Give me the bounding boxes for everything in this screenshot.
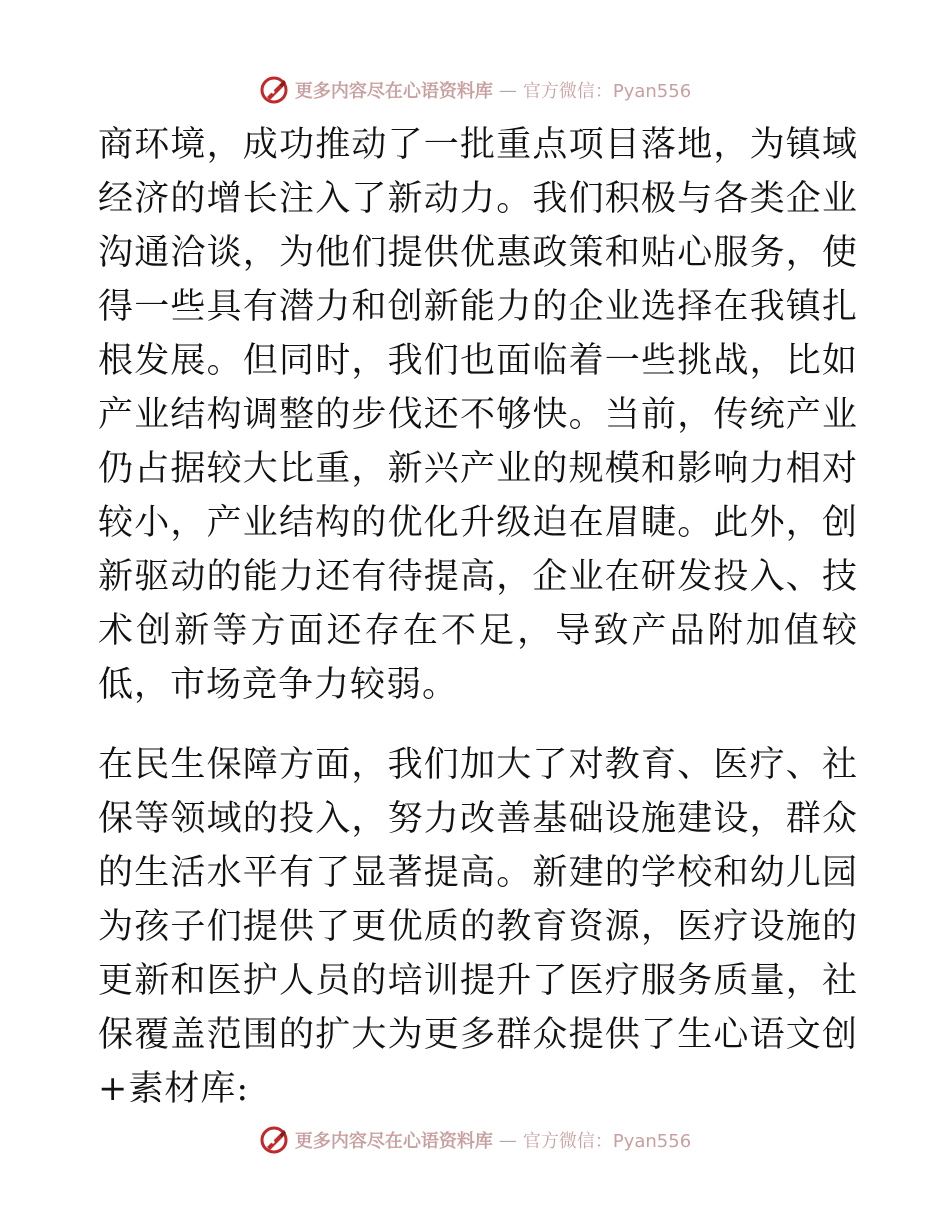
footer-banner-separator: —	[498, 1129, 517, 1151]
header-banner-separator: —	[498, 79, 517, 101]
header-banner-wechat: 官方微信：Pyan556	[522, 81, 692, 102]
document-body	[98, 118, 858, 1116]
footer-banner-wechat: 官方微信：Pyan556	[522, 1131, 692, 1152]
footer-banner	[0, 1120, 950, 1160]
header-banner	[0, 70, 950, 110]
body-paragraph-2: 在民生保障方面，我们加大了对教育、医疗、社保等领域的投入，努力改善基础设施建设，群众的生活水平有了显著提高。新建的学校和幼儿园为孩子们提供了更优质的教育资源，医疗设施的更新和医护人员的培训提升了医疗服务质量，社保覆盖范围的扩大为更多群众提供了生心语文创+素材库:	[98, 745, 858, 1109]
pen-nib-logo-icon	[259, 75, 289, 105]
pen-nib-logo-icon	[259, 1125, 289, 1155]
footer-banner-title: 更多内容尽在心语资料库	[294, 1131, 493, 1152]
header-banner-title: 更多内容尽在心语资料库	[294, 81, 493, 102]
body-paragraph-1: 商环境，成功推动了一批重点项目落地，为镇域经济的增长注入了新动力。我们积极与各类企业沟通洽谈，为他们提供优惠政策和贴心服务，使得一些具有潜力和创新能力的企业选择在我镇扎根发展。但同时，我们也面临着一些挑战，比如产业结构调整的步伐还不够快。当前，传统产业仍占据较大比重，新兴产业的规模和影响力相对较小，产业结构的优化升级迫在眉睫。此外，创新驱动的能力还有待提高，企业在研发投入、技术创新等方面还存在不足，导致产品附加值较低，市场竞争力较弱。	[98, 125, 858, 705]
